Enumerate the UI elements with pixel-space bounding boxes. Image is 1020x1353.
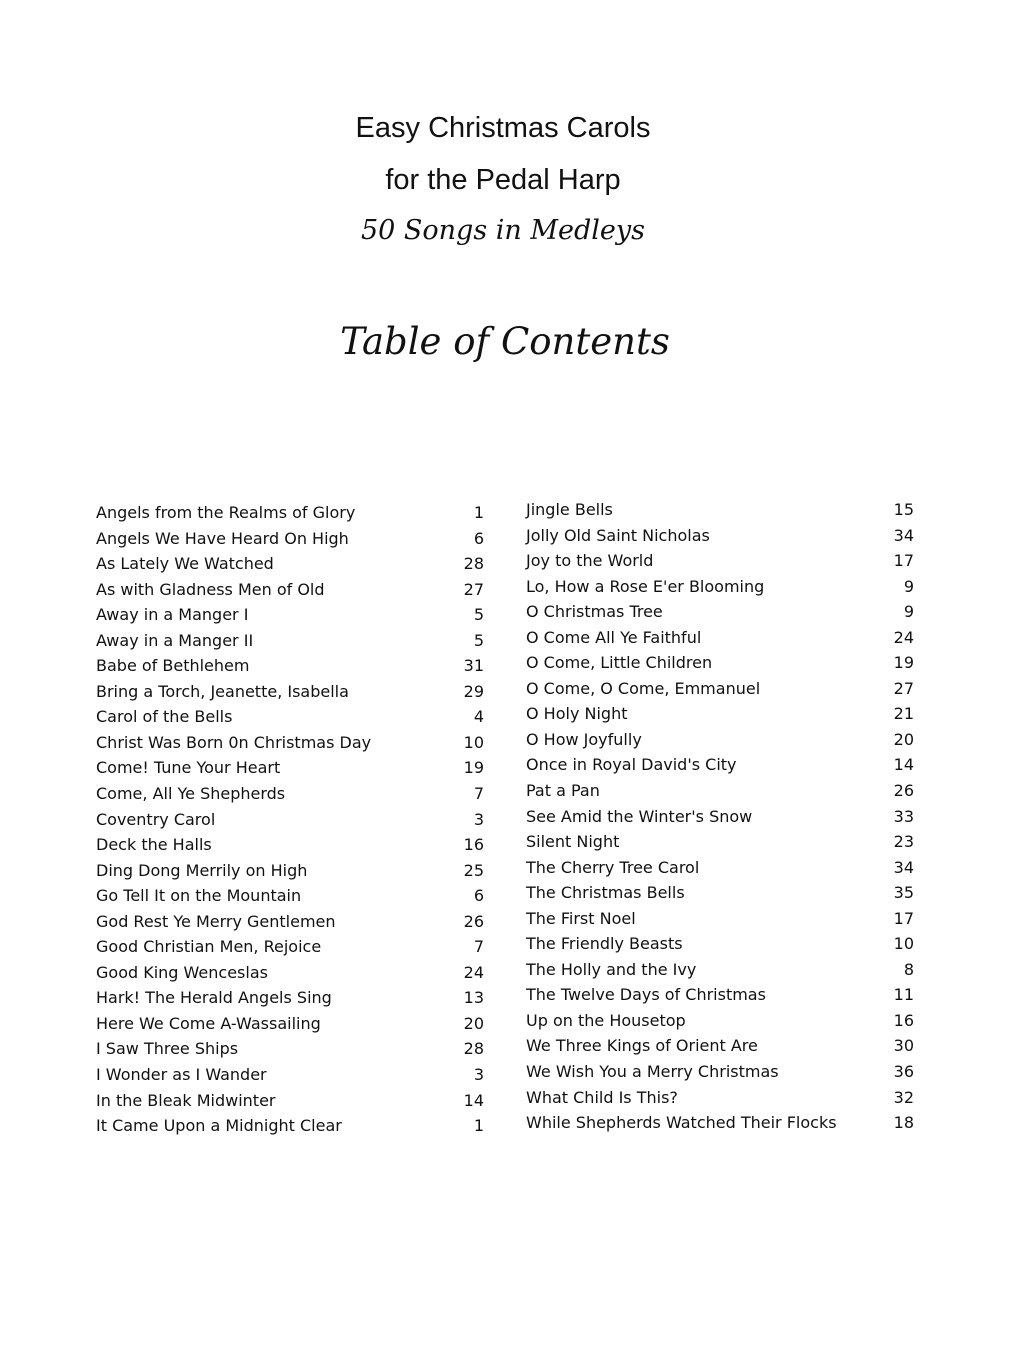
toc-entry bbox=[526, 906, 914, 932]
toc-entry-title: The Cherry Tree Carol bbox=[526, 857, 700, 877]
toc-entry-title: O Holy Night bbox=[526, 704, 628, 724]
toc-entry-title: Silent Night bbox=[526, 832, 620, 852]
toc-entry bbox=[526, 650, 914, 676]
toc-entry-title: Here We Come A-Wassailing bbox=[96, 1013, 321, 1033]
toc-entry bbox=[526, 625, 914, 651]
toc-entry-title: Angels from the Realms of Glory bbox=[96, 503, 356, 522]
toc-entry-page-number: 13 bbox=[463, 988, 484, 1008]
toc-entry-title: O Christmas Tree bbox=[526, 602, 663, 622]
toc-entry-title: Away in a Manger I bbox=[96, 605, 249, 625]
toc-entry-title: The Twelve Days of Christmas bbox=[526, 985, 766, 1005]
toc-entry bbox=[526, 957, 914, 983]
toc-entry-title: Deck the Halls bbox=[96, 835, 212, 855]
toc-entry-page-number: 36 bbox=[893, 1062, 914, 1082]
toc-entry-page-number: 29 bbox=[463, 681, 484, 701]
toc-entry-page-number: 19 bbox=[463, 758, 484, 778]
toc-entry bbox=[526, 1033, 914, 1059]
toc-entry-page-number: 28 bbox=[463, 554, 484, 574]
toc-entry-title: God Rest Ye Merry Gentlemen bbox=[96, 911, 336, 931]
toc-entry bbox=[526, 1059, 914, 1085]
toc-entry-title: Ding Dong Merrily on High bbox=[96, 860, 308, 880]
toc-entry-page-number: 9 bbox=[903, 602, 914, 622]
toc-entry-page-number: 14 bbox=[463, 1090, 484, 1110]
toc-entry-title: I Wonder as I Wander bbox=[96, 1065, 267, 1085]
toc-entry-title: Jingle Bells bbox=[526, 500, 613, 519]
toc-entry-title: Once in Royal David's City bbox=[526, 755, 737, 775]
toc-entry-page-number: 1 bbox=[473, 503, 484, 522]
toc-entry-page-number: 15 bbox=[893, 500, 914, 519]
toc-entry-title: Come! Tune Your Heart bbox=[96, 758, 281, 778]
toc-entry-title: Christ Was Born 0n Christmas Day bbox=[96, 732, 372, 752]
toc-entry-title: See Amid the Winter's Snow bbox=[526, 806, 753, 826]
toc-entry-page-number: 20 bbox=[463, 1013, 484, 1033]
toc-entry-page-number: 26 bbox=[893, 781, 914, 801]
toc-entry-title: The Holly and the Ivy bbox=[526, 959, 697, 979]
toc-entry bbox=[96, 526, 484, 552]
toc-entry bbox=[96, 1011, 484, 1037]
toc-entry bbox=[96, 577, 484, 603]
toc-entry-title: O Come All Ye Faithful bbox=[526, 627, 702, 647]
toc-entry-title: Hark! The Herald Angels Sing bbox=[96, 988, 332, 1008]
toc-entry-page-number: 6 bbox=[473, 886, 484, 906]
toc-entry-title: Good Christian Men, Rejoice bbox=[96, 937, 322, 957]
toc-entry-title: Joy to the World bbox=[526, 551, 654, 571]
toc-entry-title: It Came Upon a Midnight Clear bbox=[96, 1116, 342, 1136]
toc-entry-title: Up on the Housetop bbox=[526, 1010, 686, 1030]
toc-entry bbox=[96, 1036, 484, 1062]
toc-entry-page-number: 10 bbox=[893, 934, 914, 954]
toc-entry-page-number: 34 bbox=[893, 525, 914, 545]
toc-entry bbox=[96, 551, 484, 577]
toc-entry bbox=[96, 985, 484, 1011]
toc-entry-title: Pat a Pan bbox=[526, 781, 600, 801]
toc-entry bbox=[526, 701, 914, 727]
toc-entry-page-number: 34 bbox=[893, 857, 914, 877]
toc-entry-page-number: 20 bbox=[893, 729, 914, 749]
toc-entry bbox=[526, 880, 914, 906]
toc-entry-title: Lo, How a Rose E'er Blooming bbox=[526, 576, 765, 596]
toc-entry-title: We Wish You a Merry Christmas bbox=[526, 1062, 779, 1082]
toc-entry-page-number: 9 bbox=[903, 576, 914, 596]
toc-entry-title: Jolly Old Saint Nicholas bbox=[526, 525, 710, 545]
toc-entry bbox=[526, 778, 914, 804]
toc-entry-title: The Christmas Bells bbox=[526, 883, 685, 903]
toc-entry-title: We Three Kings of Orient Are bbox=[526, 1036, 758, 1056]
toc-entry bbox=[526, 1085, 914, 1111]
toc-entry-page-number: 16 bbox=[893, 1010, 914, 1030]
toc-entry bbox=[526, 982, 914, 1008]
toc-entry-title: O How Joyfully bbox=[526, 729, 642, 749]
toc-entry bbox=[96, 781, 484, 807]
toc-entry-page-number: 6 bbox=[473, 528, 484, 548]
toc-right-column bbox=[526, 497, 914, 1136]
toc-entry-page-number: 16 bbox=[463, 835, 484, 855]
toc-entry-title: O Come, O Come, Emmanuel bbox=[526, 678, 761, 698]
toc-entry-title: Coventry Carol bbox=[96, 809, 216, 829]
toc-entry-page-number: 17 bbox=[893, 908, 914, 928]
toc-entry bbox=[96, 1088, 484, 1114]
toc-entry bbox=[526, 931, 914, 957]
toc-heading: Table of Contents bbox=[340, 320, 670, 363]
toc-entry-title: Angels We Have Heard On High bbox=[96, 528, 349, 548]
toc-entry-title: As with Gladness Men of Old bbox=[96, 579, 325, 599]
toc-entry bbox=[96, 755, 484, 781]
toc-entry bbox=[526, 676, 914, 702]
toc-entry bbox=[526, 804, 914, 830]
toc-entry-page-number: 31 bbox=[463, 656, 484, 676]
toc-entry bbox=[96, 960, 484, 986]
toc-entry-title: I Saw Three Ships bbox=[96, 1039, 239, 1059]
toc-entry bbox=[96, 1062, 484, 1088]
toc-entry-title: As Lately We Watched bbox=[96, 554, 274, 574]
toc-entry-page-number: 17 bbox=[893, 551, 914, 571]
toc-entry-page-number: 3 bbox=[473, 1065, 484, 1085]
toc-entry bbox=[526, 727, 914, 753]
toc-entry-page-number: 23 bbox=[893, 832, 914, 852]
toc-entry-page-number: 18 bbox=[893, 1113, 914, 1133]
toc-entry bbox=[96, 679, 484, 705]
book-title-line-2: for the Pedal Harp bbox=[385, 164, 621, 196]
toc-entry-title: Go Tell It on the Mountain bbox=[96, 886, 302, 906]
toc-entry bbox=[96, 628, 484, 654]
toc-entry bbox=[96, 832, 484, 858]
toc-entry bbox=[526, 523, 914, 549]
toc-entry bbox=[96, 1113, 484, 1139]
toc-entry bbox=[96, 500, 484, 526]
toc-entry-page-number: 24 bbox=[463, 962, 484, 982]
toc-entry bbox=[96, 934, 484, 960]
toc-entry bbox=[526, 497, 914, 523]
toc-entry-page-number: 26 bbox=[463, 911, 484, 931]
toc-entry-page-number: 21 bbox=[893, 704, 914, 724]
toc-entry-page-number: 24 bbox=[893, 627, 914, 647]
toc-entry bbox=[96, 858, 484, 884]
toc-entry bbox=[96, 807, 484, 833]
toc-entry-page-number: 33 bbox=[893, 806, 914, 826]
toc-entry bbox=[96, 653, 484, 679]
toc-entry bbox=[526, 574, 914, 600]
toc-entry bbox=[526, 752, 914, 778]
toc-entry bbox=[526, 855, 914, 881]
toc-entry-page-number: 32 bbox=[893, 1087, 914, 1107]
toc-entry-title: Good King Wenceslas bbox=[96, 962, 268, 982]
toc-entry-title: In the Bleak Midwinter bbox=[96, 1090, 276, 1110]
toc-entry bbox=[526, 599, 914, 625]
toc-entry-title: While Shepherds Watched Their Flocks bbox=[526, 1113, 837, 1133]
toc-entry bbox=[526, 548, 914, 574]
book-subtitle: 50 Songs in Medleys bbox=[360, 215, 646, 246]
toc-left-column bbox=[96, 500, 484, 1139]
toc-entry bbox=[526, 1110, 914, 1136]
toc-entry bbox=[526, 1008, 914, 1034]
toc-entry-page-number: 10 bbox=[463, 732, 484, 752]
toc-entry-page-number: 28 bbox=[463, 1039, 484, 1059]
toc-entry-title: The Friendly Beasts bbox=[526, 934, 683, 954]
toc-entry-title: What Child Is This? bbox=[526, 1087, 678, 1107]
toc-entry-page-number: 19 bbox=[893, 653, 914, 673]
toc-entry bbox=[96, 730, 484, 756]
toc-entry-page-number: 5 bbox=[473, 605, 484, 625]
toc-entry-page-number: 7 bbox=[473, 784, 484, 804]
toc-entry bbox=[96, 883, 484, 909]
toc-entry-page-number: 35 bbox=[893, 883, 914, 903]
toc-entry-title: Come, All Ye Shepherds bbox=[96, 784, 286, 804]
toc-entry-title: Babe of Bethlehem bbox=[96, 656, 250, 676]
toc-entry-title: O Come, Little Children bbox=[526, 653, 713, 673]
toc-entry-page-number: 30 bbox=[893, 1036, 914, 1056]
toc-entry-page-number: 27 bbox=[463, 579, 484, 599]
toc-entry-page-number: 1 bbox=[473, 1116, 484, 1136]
book-title-line-1: Easy Christmas Carols bbox=[355, 112, 651, 144]
toc-entry-title: The First Noel bbox=[526, 908, 636, 928]
toc-entry-page-number: 11 bbox=[893, 985, 914, 1005]
toc-entry-page-number: 25 bbox=[463, 860, 484, 880]
toc-entry-title: Carol of the Bells bbox=[96, 707, 233, 727]
toc-entry bbox=[526, 829, 914, 855]
toc-entry-page-number: 3 bbox=[473, 809, 484, 829]
toc-entry-page-number: 4 bbox=[473, 707, 484, 727]
toc-entry bbox=[96, 909, 484, 935]
toc-entry bbox=[96, 602, 484, 628]
toc-entry-page-number: 27 bbox=[893, 678, 914, 698]
toc-entry-page-number: 7 bbox=[473, 937, 484, 957]
toc-entry-page-number: 14 bbox=[893, 755, 914, 775]
toc-entry-title: Away in a Manger II bbox=[96, 630, 254, 650]
toc-entry-title: Bring a Torch, Jeanette, Isabella bbox=[96, 681, 349, 701]
toc-entry bbox=[96, 704, 484, 730]
toc-entry-page-number: 5 bbox=[473, 630, 484, 650]
toc-entry-page-number: 8 bbox=[903, 959, 914, 979]
